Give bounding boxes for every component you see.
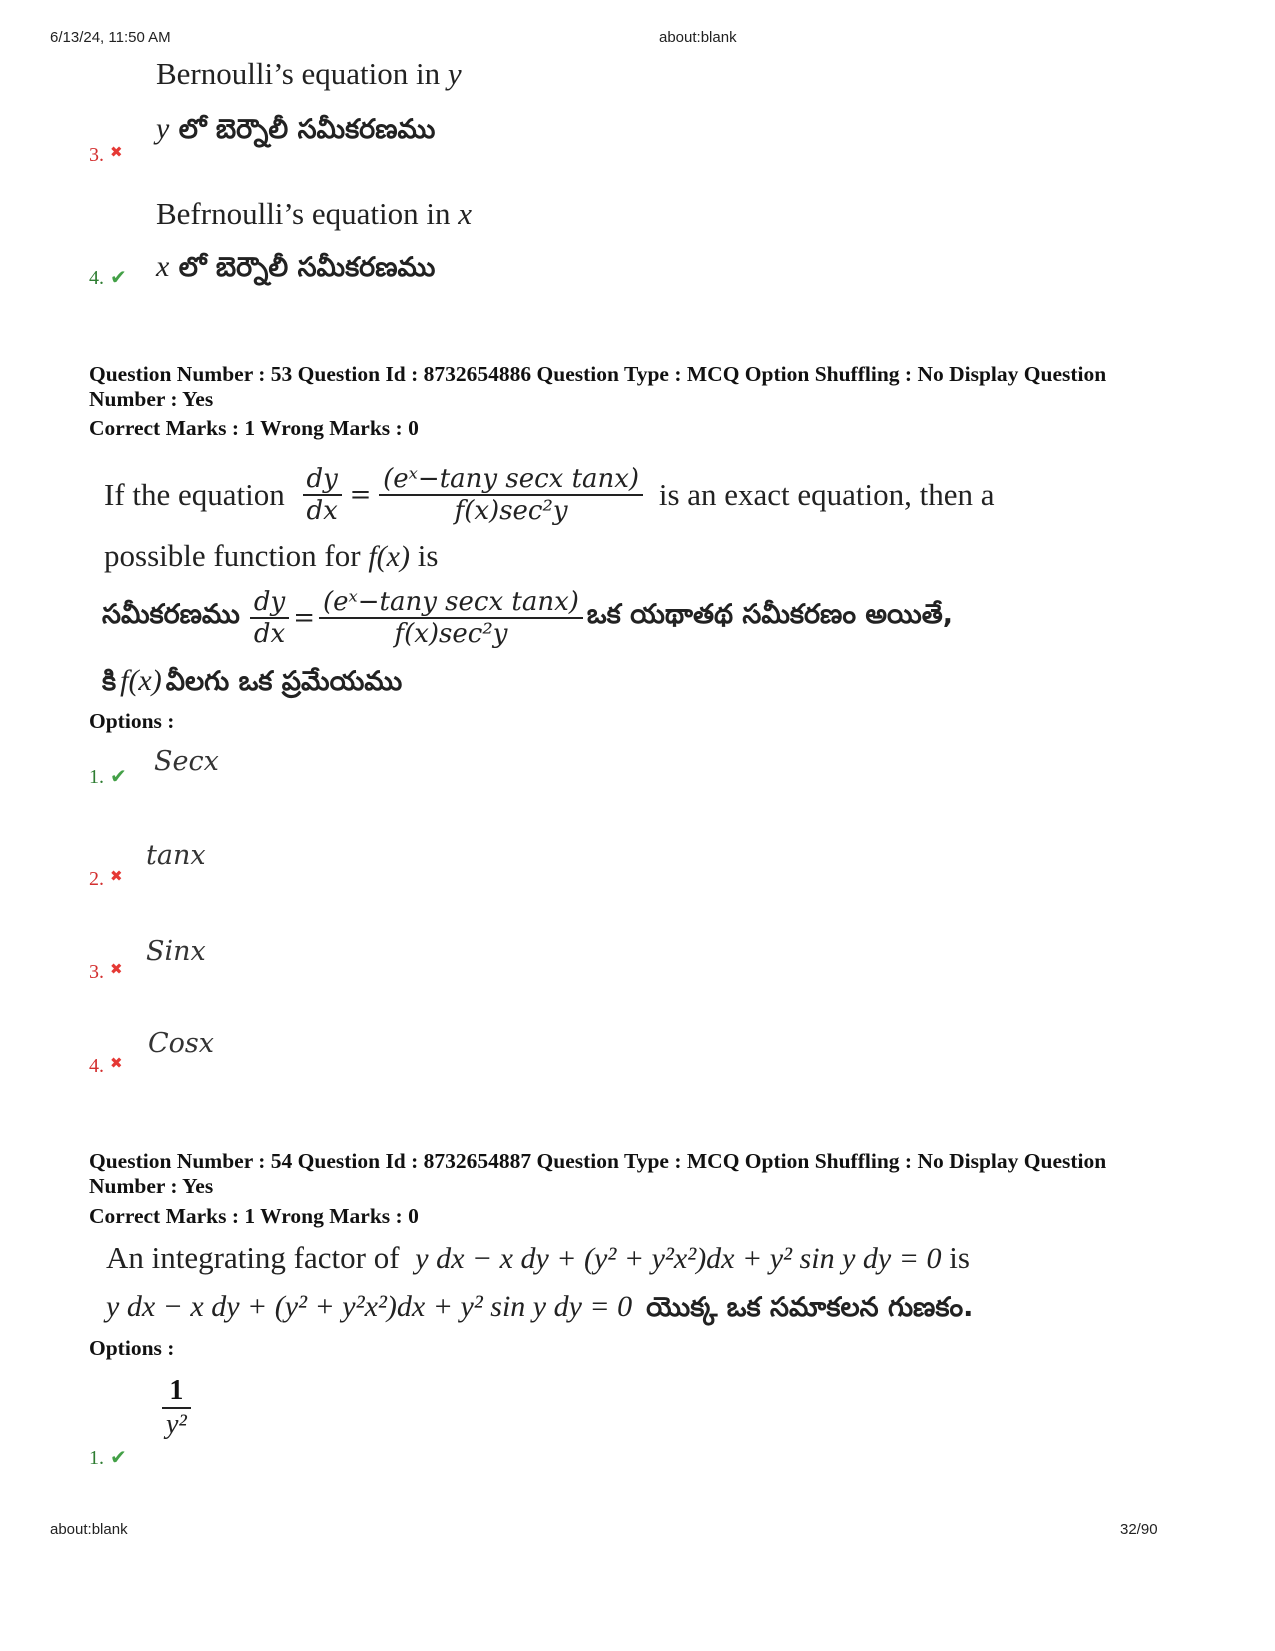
q53-marks: Correct Marks : 1 Wrong Marks : 0 — [89, 416, 419, 440]
cross-icon: ✖ — [110, 960, 123, 978]
print-footer-url: about:blank — [50, 1521, 128, 1538]
check-icon: ✔ — [110, 265, 127, 289]
q54-option1-number: 1. ✔ — [89, 1445, 127, 1469]
check-icon: ✔ — [110, 764, 127, 788]
prev-option4-english: Befrnoulli’s equation in x — [156, 196, 472, 231]
q53-option1-number: 1. ✔ — [89, 764, 127, 788]
q53-option2-number: 2. ✖ — [89, 867, 123, 890]
prev-option3-telugu: y లో బెర్నౌలీ సమీకరణము — [156, 112, 436, 145]
q54-option1-fraction: $\frac{1}{\text{y²}}$ — [162, 1375, 191, 1441]
q53-option4-text: Cosx — [148, 1028, 214, 1059]
prev-option3-english: Bernoulli’s equation in y — [156, 56, 462, 91]
print-page-number: 32/90 — [1120, 1521, 1158, 1538]
q53-frac-lhs: $\frac{dy}{dx}$ — [303, 464, 342, 526]
print-datetime: 6/13/24, 11:50 AM — [50, 29, 171, 46]
q53-options-label: Options : — [89, 709, 175, 733]
q53-question-telugu-line3: కి f(x) వీలగు ఒక ప్రమేయము — [102, 664, 403, 697]
q53-header: Question Number : 53 Question Id : 8732654886 Question Type : MCQ Option Shuffling : No Display Question Number : Yes — [89, 362, 1107, 411]
prev-option3-number: 3. ✖ — [89, 143, 123, 166]
q53-frac-rhs: $\frac{\text{(eˣ−tany secx tanx)}}{\text{f(x)sec²y}}$ — [379, 464, 643, 526]
q53-option1-text: Secx — [154, 746, 219, 777]
prev-option4-number: 4. ✔ — [89, 265, 127, 289]
q53-question-english-line2: possible function for f(x) is — [104, 538, 439, 573]
q54-question-telugu: y dx − x dy + (y² + y²x²)dx + y² sin y dy = 0 యొక్క ఒక సమాకలన గుణకం. — [106, 1290, 974, 1323]
q54-question-english: An integrating factor of y dx − x dy + (y² + y²x²)dx + y² sin y dy = 0 is — [106, 1240, 970, 1275]
check-icon: ✔ — [110, 1445, 127, 1469]
q53-question-english: If the equation $\frac{dy}{dx}$ = $\frac{\text{(eˣ−tany secx tanx)}}{\text{f(x)sec²y}}$ is an exact equation, then a — [104, 464, 995, 526]
q53-question-telugu: సమీకరణము $\frac{dy}{dx}$ = $\frac{\text{(eˣ−tany secx tanx)}}{\text{f(x)sec²y}}$ ఒక యథాతథ సమీకరణం అయితే, — [102, 587, 954, 649]
q53-option3-text: Sinx — [146, 936, 206, 967]
q53-option3-number: 3. ✖ — [89, 960, 123, 983]
cross-icon: ✖ — [110, 1054, 123, 1072]
q54-header: Question Number : 54 Question Id : 8732654887 Question Type : MCQ Option Shuffling : No Display Question Number : Yes — [89, 1149, 1107, 1198]
cross-icon: ✖ — [110, 143, 123, 161]
prev-option4-telugu: x లో బెర్నౌలీ సమీకరణము — [156, 250, 436, 283]
q53-option2-text: tanx — [146, 840, 206, 871]
cross-icon: ✖ — [110, 867, 123, 885]
q54-options-label: Options : — [89, 1336, 175, 1360]
print-title: about:blank — [659, 29, 737, 46]
q53-option4-number: 4. ✖ — [89, 1054, 123, 1077]
q54-marks: Correct Marks : 1 Wrong Marks : 0 — [89, 1204, 419, 1228]
